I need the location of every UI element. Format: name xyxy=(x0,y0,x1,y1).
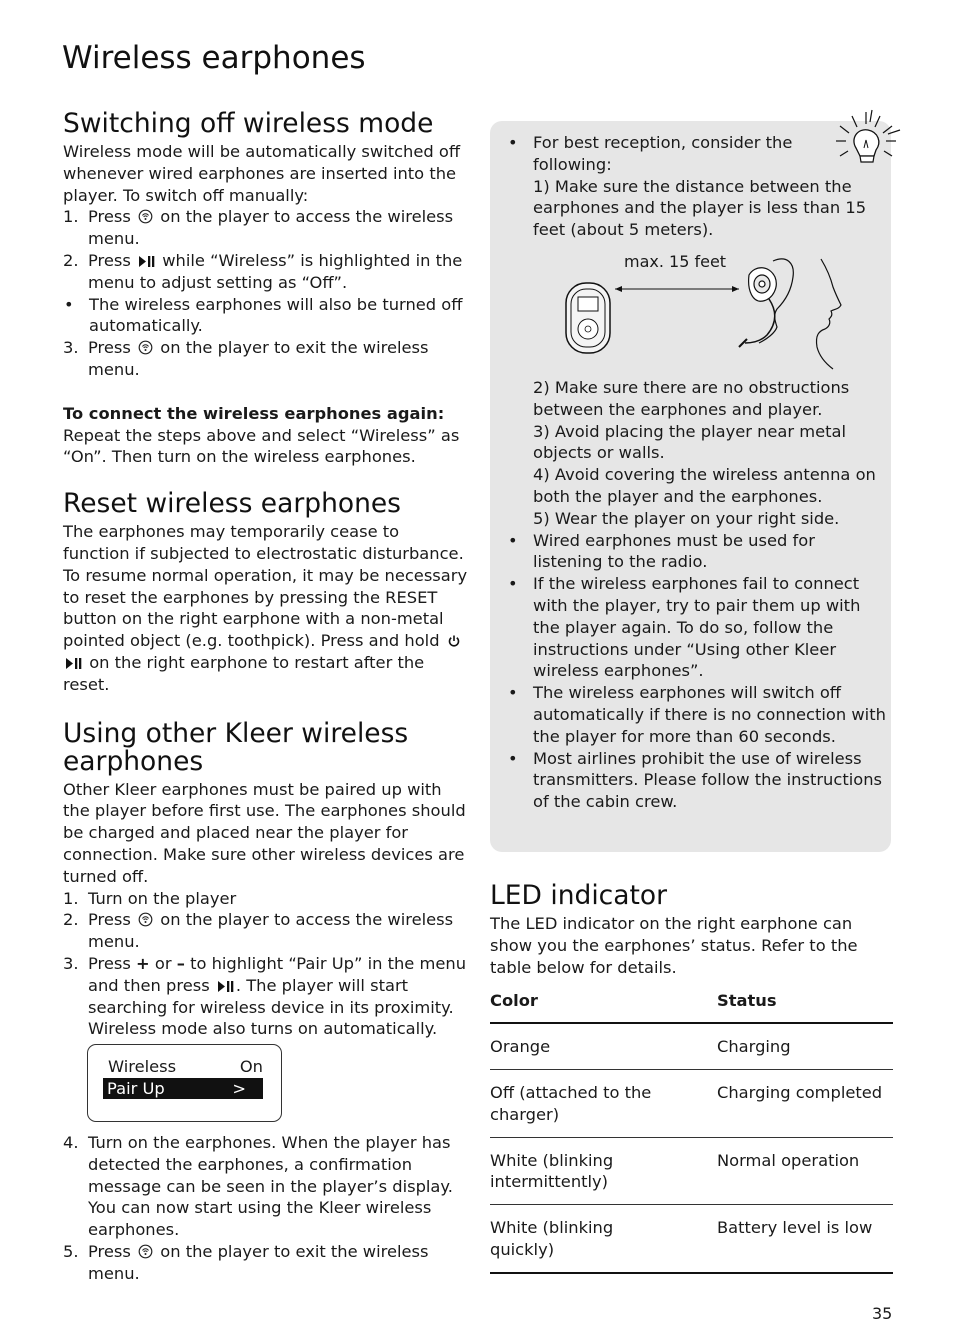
bullet-text: The wireless earphones will also be turned off automatically. xyxy=(89,294,463,336)
switching-off-heading: Switching off wireless mode xyxy=(63,108,434,139)
switching-off-bullet xyxy=(63,294,468,338)
step-text-middle: to highlight “Pair Up” in the menu and then press xyxy=(88,953,467,995)
step-text: Turn on the player xyxy=(88,888,237,908)
bullet-mark: • xyxy=(508,133,518,152)
led-status-table xyxy=(490,988,893,1273)
tip-reception-item-4: 4) Avoid covering the wireless antenna on both the player and the earphones. xyxy=(533,465,876,506)
step-text-before: Press xyxy=(88,953,131,973)
led-section xyxy=(490,882,893,1274)
step-text-before: Press xyxy=(88,910,131,930)
double-arrow-icon xyxy=(615,286,739,292)
bullet-mark: • xyxy=(508,748,518,768)
table-row xyxy=(490,1137,893,1205)
step-number: 2. xyxy=(63,250,79,270)
other-kleer-step-3 xyxy=(63,953,468,1040)
step-text-after: on the player to access the wireless menu. xyxy=(88,207,454,249)
or-text: or xyxy=(154,953,172,973)
reset-text xyxy=(63,521,468,695)
tip-pair-again xyxy=(507,573,887,682)
led-intro: The LED indicator on the right earphone can show you the earphones’ status. Refer to the table below for details. xyxy=(490,914,858,977)
led-heading: LED indicator xyxy=(490,880,667,911)
step-text-after: while “Wireless” is highlighted in the menu to adjust setting as “Off”. xyxy=(88,250,463,292)
distance-label: max. 15 feet xyxy=(624,251,727,271)
reset-heading: Reset wireless earphones xyxy=(63,488,401,520)
reconnect-text: Repeat the steps above and select “Wireless” as “On”. Then turn on the wireless earphones. xyxy=(63,425,460,467)
bullet-mark: • xyxy=(64,294,74,314)
wireless-button-icon xyxy=(138,912,153,927)
cell-color: Orange xyxy=(490,1023,717,1069)
left-column xyxy=(63,110,468,1285)
other-kleer-step-5 xyxy=(63,1241,468,1285)
cell-color: White (blinking quickly) xyxy=(490,1205,717,1273)
step-text: Turn on the earphones. When the player has detected the earphones, a confirmation message can be seen in the player’s display. You can now start using the Kleer wireless earphones. xyxy=(88,1133,453,1240)
column-header-status: Status xyxy=(717,988,893,1023)
tip-reception-intro: For best reception, consider the following: xyxy=(533,133,793,174)
other-kleer-step-2 xyxy=(63,909,468,953)
step-number: 1. xyxy=(63,888,79,908)
cell-status: Charging completed xyxy=(717,1069,893,1137)
step-number: 3. xyxy=(63,953,79,973)
other-kleer-step-4 xyxy=(63,1132,468,1241)
cell-color: White (blinking intermittently) xyxy=(490,1137,717,1205)
tip-reception-item-2: 2) Make sure there are no obstructions between the earphones and player. xyxy=(533,377,850,419)
table-header-row xyxy=(490,988,893,1023)
switching-off-step-1 xyxy=(63,206,468,250)
table-row xyxy=(490,1205,893,1273)
plus-symbol: + xyxy=(136,953,150,973)
tip-wired-radio xyxy=(507,530,887,574)
display-label: Pair Up xyxy=(107,1079,165,1099)
wireless-button-icon xyxy=(138,340,153,355)
display-value: > xyxy=(232,1079,246,1099)
wireless-button-icon xyxy=(138,1244,153,1259)
step-text-before: Press xyxy=(88,338,131,358)
step-number: 4. xyxy=(63,1133,79,1153)
power-icon xyxy=(447,634,461,648)
other-kleer-heading: Using other Kleer wireless earphones xyxy=(63,717,409,777)
switching-off-step-2 xyxy=(63,250,468,294)
display-row-pair-up-highlighted xyxy=(103,1078,263,1099)
cell-status: Normal operation xyxy=(717,1137,893,1205)
tip-text: If the wireless earphones fail to connect with the player, try to pair them up with the player again. To do so, follow the instructions under “Using other Kleer wireless earphones”. xyxy=(533,574,861,681)
display-value: On xyxy=(239,1057,263,1077)
player-device-icon xyxy=(566,283,610,353)
cell-status: Battery level is low xyxy=(717,1205,893,1273)
bullet-mark: • xyxy=(508,683,518,703)
distance-illustration xyxy=(533,251,887,369)
minus-symbol: – xyxy=(176,953,185,973)
step-text-before: Press xyxy=(88,250,131,270)
bullet-mark: • xyxy=(508,574,518,594)
step-text-after: on the player to exit the wireless menu. xyxy=(88,338,429,379)
step-number: 3. xyxy=(63,338,79,358)
reset-text-after: on the right earphone to restart after the reset. xyxy=(63,652,425,694)
cell-status: Charging xyxy=(717,1023,893,1069)
tips-list xyxy=(507,132,887,813)
tip-text: Most airlines prohibit the use of wireless transmitters. Please follow the instructions of the cabin crew. xyxy=(533,748,882,812)
table-row xyxy=(490,1023,893,1069)
tip-auto-off xyxy=(507,682,887,747)
tip-airlines xyxy=(507,748,887,813)
tip-reception-item-5: 5) Wear the player on your right side. xyxy=(533,508,840,528)
tip-text: Wired earphones must be used for listening to the radio. xyxy=(533,530,815,572)
step-text-after: on the player to access the wireless menu. xyxy=(88,910,454,952)
step-text-before: Press xyxy=(88,1242,131,1262)
other-kleer-step-1 xyxy=(63,888,468,910)
table-row xyxy=(490,1069,893,1137)
step-text-before: Press xyxy=(88,207,131,227)
tip-text: The wireless earphones will switch off automatically if there is no connection with the player for more than 60 seconds. xyxy=(533,683,886,746)
page-number: 35 xyxy=(872,1304,893,1323)
tip-reception-item-1: 1) Make sure the distance between the earphones and the player is less than 15 feet (about 5 meters). xyxy=(533,176,867,240)
step-number: 1. xyxy=(63,207,79,227)
play-pause-icon xyxy=(65,657,82,670)
switching-off-intro: Wireless mode will be automatically switched off whenever wired earphones are inserted into the player. To switch off manually: xyxy=(63,142,461,205)
step-text-after: . The player will start searching for wireless device in its proximity. Wireless mode also turns on automatically. xyxy=(88,975,454,1039)
bullet-mark: • xyxy=(508,530,518,550)
step-text-after: on the player to exit the wireless menu. xyxy=(88,1242,429,1283)
player-display-illustration xyxy=(87,1044,282,1122)
cell-color: Off (attached to the charger) xyxy=(490,1069,717,1137)
column-header-color: Color xyxy=(490,988,717,1023)
tip-reception xyxy=(507,132,887,530)
switching-off-step-3 xyxy=(63,337,468,381)
head-with-earphone-icon xyxy=(739,259,841,369)
step-number: 2. xyxy=(63,910,79,930)
other-kleer-intro: Other Kleer earphones must be paired up with the player before first use. The earphones should be charged and placed near the player for connection. Make sure other wireless devices are turned off. xyxy=(63,779,466,886)
reset-text-before: The earphones may temporarily cease to function if subjected to electrostatic disturbance. To resume normal operation, it may be necessary to reset the earphones by pressing the RESET button on the right earphone with a non-metal pointed object (e.g. toothpick). Press and hold xyxy=(63,522,468,651)
reconnect-label: To connect the wireless earphones again: xyxy=(63,403,445,423)
display-row-wireless xyxy=(108,1056,263,1078)
player-and-earphone-illustration xyxy=(563,251,873,373)
play-pause-icon xyxy=(138,255,155,268)
wireless-button-icon xyxy=(138,209,153,224)
step-number: 5. xyxy=(63,1242,79,1262)
play-pause-icon xyxy=(217,980,234,993)
display-label: Wireless xyxy=(108,1057,177,1077)
tip-reception-item-3: 3) Avoid placing the player near metal objects or walls. xyxy=(533,421,847,463)
page-title: Wireless earphones xyxy=(62,40,366,76)
